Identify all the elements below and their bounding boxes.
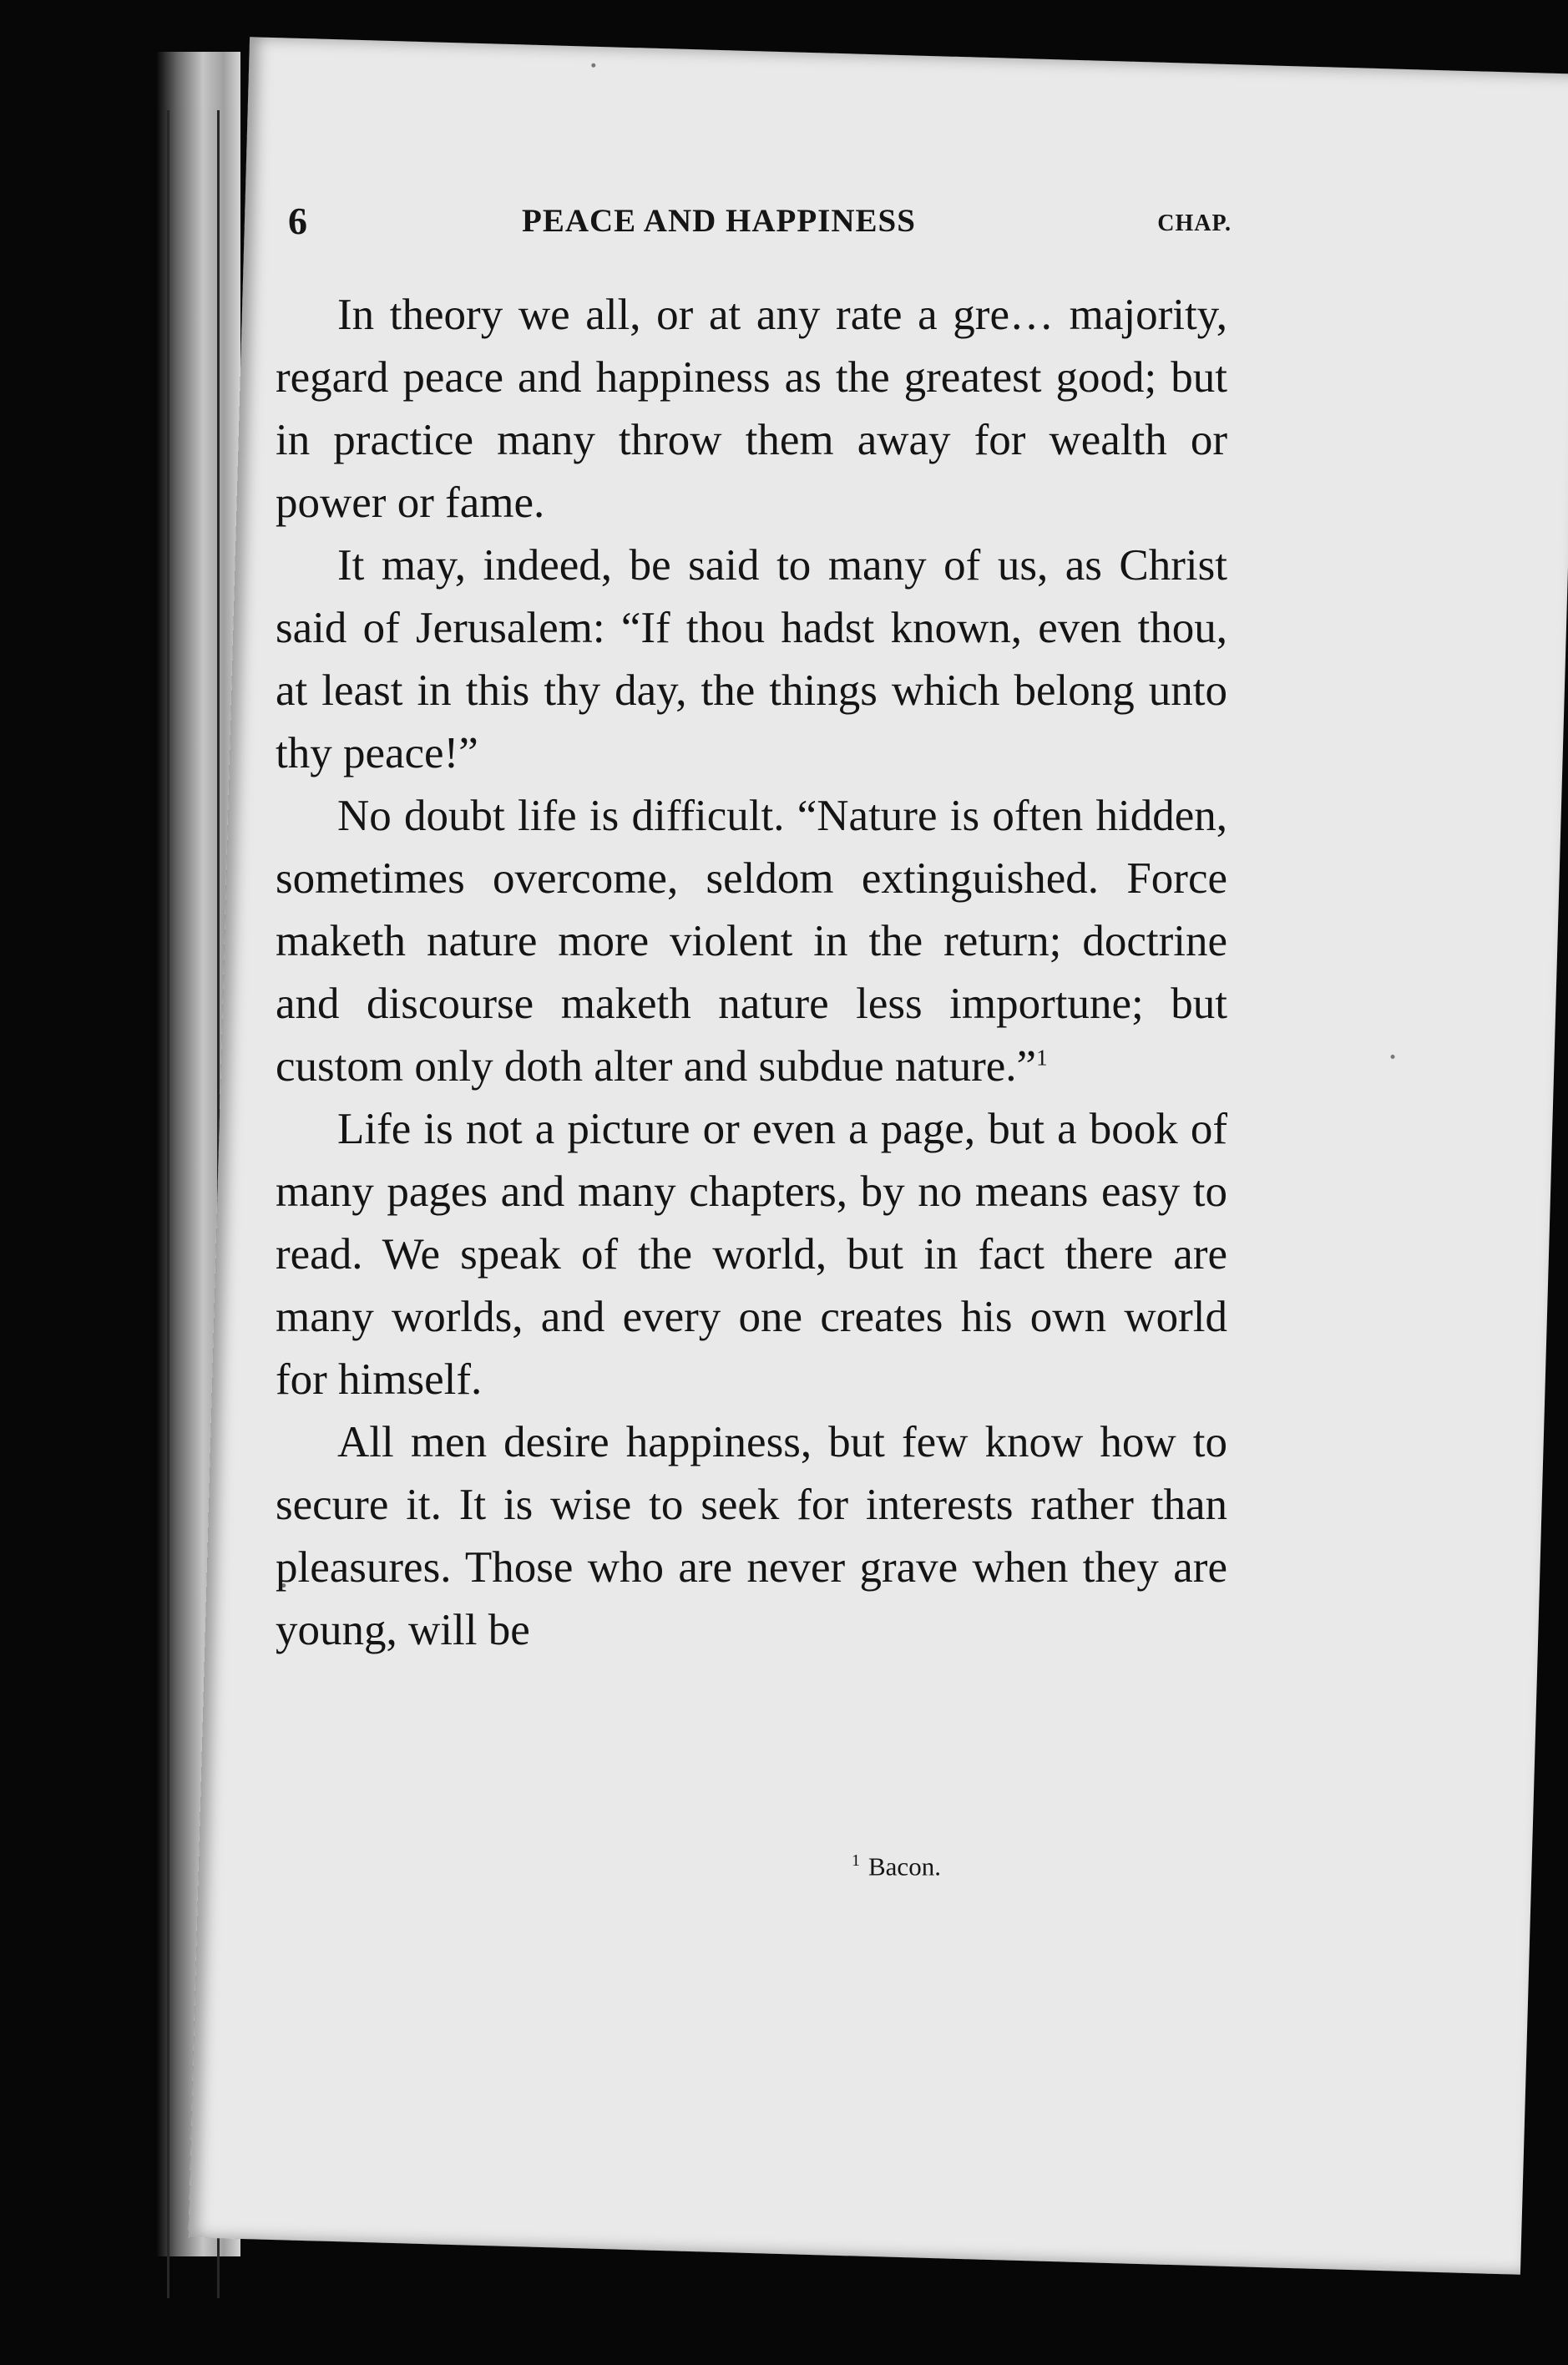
footnote-text: Bacon. xyxy=(868,1851,941,1881)
running-title: PEACE AND HAPPINESS xyxy=(522,203,916,239)
paragraph-3-text: No doubt life is difficult. “Nature is often hidden, sometimes overcome, seldom extinguished. Force maketh nature more violent in the return; doctrine and discourse maketh nature less importune; but custom only doth alter and subdue nature.” xyxy=(276,792,1227,1091)
page-number: 6 xyxy=(288,200,307,242)
paragraph-2 xyxy=(276,534,1227,785)
paragraph-5 xyxy=(276,1411,1227,1662)
paragraph-1 xyxy=(276,284,1227,534)
footnote xyxy=(852,1846,941,1881)
paper-speck xyxy=(1390,1055,1394,1059)
spine-edge-line xyxy=(167,110,169,2298)
page-header xyxy=(288,199,1232,249)
paragraph-3 xyxy=(276,785,1227,1098)
paragraph-4 xyxy=(276,1098,1227,1411)
paragraph-1-text: In theory we all, or at any rate a gre… majority, regard peace and happiness as the greatest good; but in practice many throw them away for wealth or power or fame. xyxy=(276,291,1227,527)
paragraph-2-text: It may, indeed, be said to many of us, as Christ said of Jerusalem: “If thou hadst known, even thou, at least in this thy day, the things which belong unto thy peace!” xyxy=(276,541,1227,777)
footnote-number: 1 xyxy=(852,1851,860,1870)
paragraph-5-text: All men desire happiness, but few know how to secure it. It is wise to seek for interests rather than pleasures. Those who are never grave when they are young, will be xyxy=(276,1418,1227,1654)
chapter-mark: CHAP. xyxy=(1157,210,1232,236)
paragraph-4-text: Life is not a picture or even a page, but a book of many pages and many chapters, by no means easy to read. We speak of the world, but in fact there are many worlds, and every one creates his own world for himself. xyxy=(276,1105,1227,1404)
page-body xyxy=(276,284,1227,1662)
paper-speck xyxy=(591,63,595,68)
footnote-reference: 1 xyxy=(1036,1045,1048,1071)
